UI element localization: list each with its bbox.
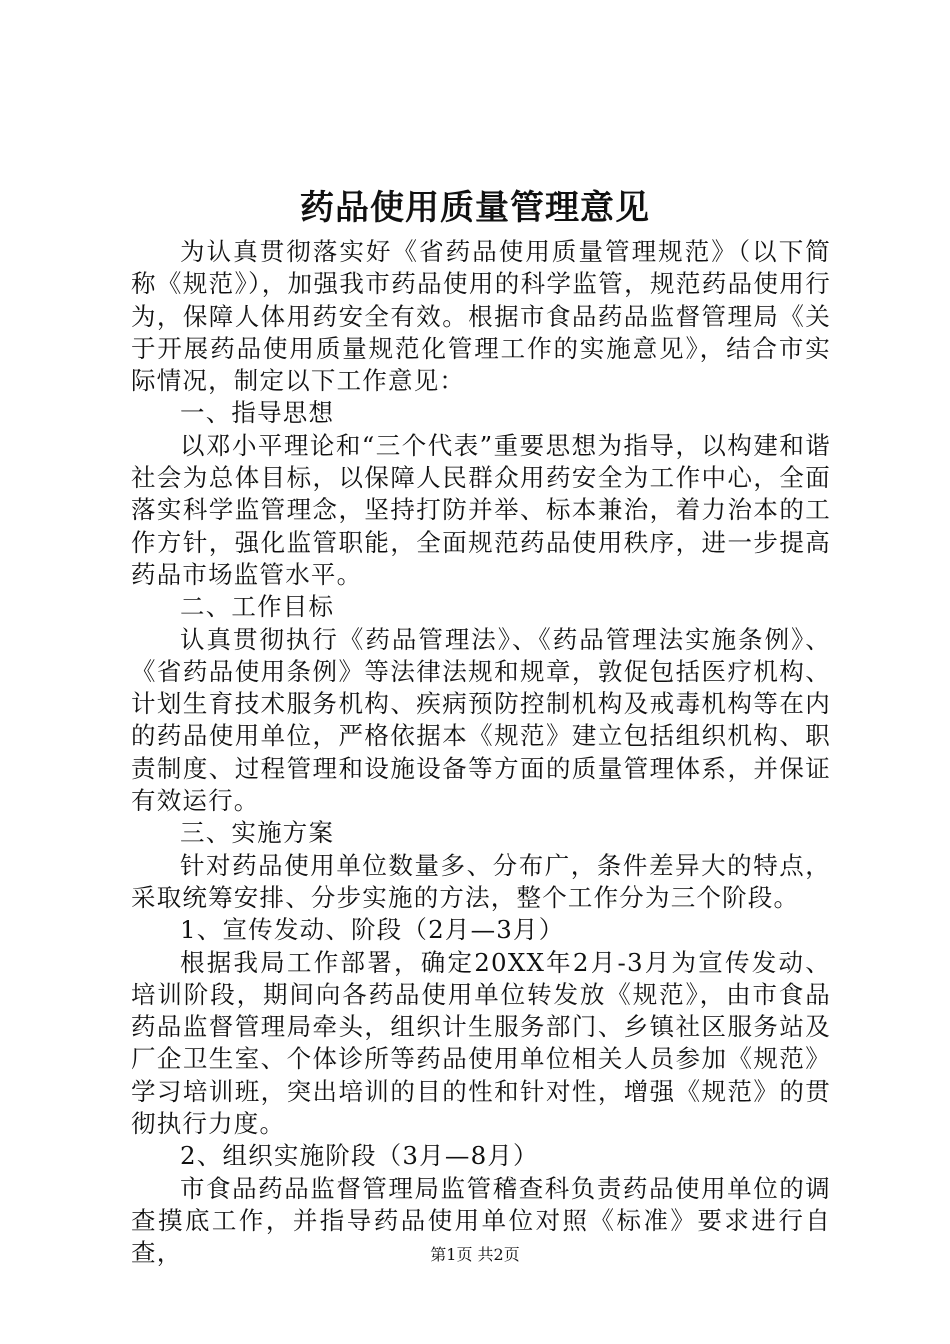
heading-stage-1: 1、宣传发动、阶段（2月—3月） (180, 915, 565, 945)
heading-stage-2: 2、组织实施阶段（3月—8月） (180, 1141, 539, 1171)
paragraph-stage-1: 根据我局工作部署，确定20XX年2月-3月为宣传发动、培训阶段，期间向各药品使用单位转发放《规范》，由市食品药品监督管理局牵头，组织计生服务部门、乡镇社区服务站及厂企卫生室、个体诊所等药品使用单位相关人员参加《规范》学习培训班，突出培训的目的性和针对性，增强《规范》的贯彻执行力度。 (131, 947, 831, 1139)
document-title: 药品使用质量管理意见 (300, 188, 650, 228)
paragraph-work-goals: 认真贯彻执行《药品管理法》、《药品管理法实施条例》、《省药品使用条例》等法律法规和规章，敦促包括医疗机构、计划生育技术服务机构、疾病预防控制机构及戒毒机构等在内的药品使用单位，严格依据本《规范》建立包括组织机构、职责制度、过程管理和设施设备等方面的质量管理体系，并保证有效运行。 (131, 624, 831, 816)
paragraph-implementation-plan: 针对药品使用单位数量多、分布广，条件差异大的特点，采取统筹安排、分步实施的方法，整个工作分为三个阶段。 (131, 850, 831, 912)
heading-implementation-plan: 三、实施方案 (180, 818, 335, 848)
document-body (131, 236, 831, 1270)
heading-work-goals: 二、工作目标 (180, 592, 335, 622)
paragraph-stage-2: 市食品药品监督管理局监管稽查科负责药品使用单位的调查摸底工作，并指导药品使用单位对照《标准》要求进行自查， (131, 1173, 831, 1268)
paragraph-intro: 为认真贯彻落实好《省药品使用质量管理规范》（以下简称《规范》），加强我市药品使用的科学监管，规范药品使用行为，保障人体用药安全有效。根据市食品药品监督管理局《关于开展药品使用质量规范化管理工作的实施意见》，结合市实际情况，制定以下工作意见： (131, 237, 831, 396)
heading-guiding-thought: 一、指导思想 (180, 398, 335, 428)
paragraph-guiding-thought: 以邓小平理论和“三个代表”重要思想为指导，以构建和谐社会为总体目标，以保障人民群众用药安全为工作中心，全面落实科学监管理念，坚持打防并举、标本兼治，着力治本的工作方针，强化监管职能，全面规范药品使用秩序，进一步提高药品市场监管水平。 (131, 430, 831, 589)
page-footer: 第1页 共2页 (430, 1245, 520, 1264)
